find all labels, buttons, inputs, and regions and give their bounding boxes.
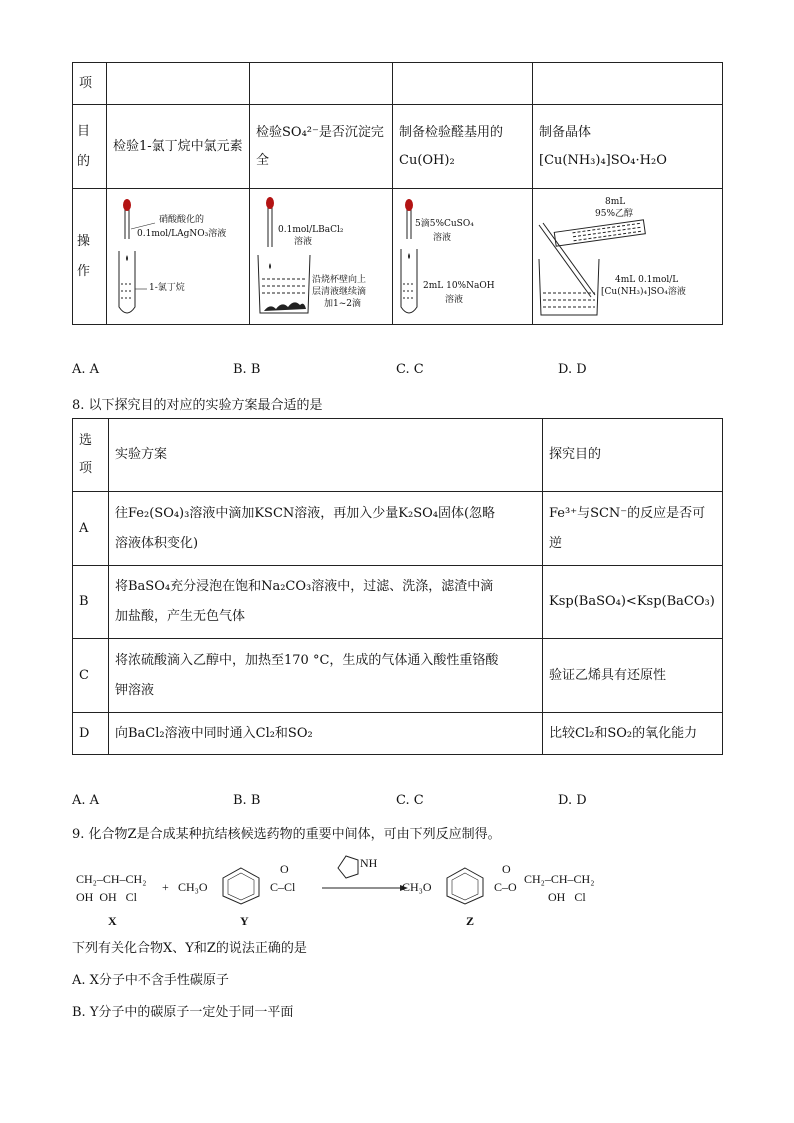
- q8-header-aim: 探究目的: [543, 419, 723, 492]
- q8-row-d: D 向BaCl₂溶液中同时通入Cl₂和SO₂ 比较Cl₂和SO₂的氧化能力: [73, 713, 723, 755]
- compound-z-ester: C–O: [494, 880, 517, 894]
- q8-row-a: A 往Fe₂(SO₄)₃溶液中滴加KSCN溶液，再加入少量K₂SO₄固体(忽略 溶液体积变化) Fe³⁺与SCN⁻的反应是否可 逆: [73, 492, 723, 566]
- op4-bottom-label-1: 4mL 0.1mol/L: [615, 275, 679, 285]
- op3-sample-label-2: 溶液: [445, 295, 464, 305]
- op2-note-2: 层清液继续滴: [312, 287, 367, 297]
- q8-answer-c[interactable]: C. C: [396, 793, 424, 808]
- benzene-ring-z: [444, 866, 486, 906]
- q7-answer-d[interactable]: D. D: [558, 362, 587, 377]
- q7-answer-a[interactable]: A. A: [72, 362, 100, 377]
- compound-y-left: CH₃O: [178, 880, 208, 894]
- q9-prompt: 下列有关化合物X、Y和Z的说法正确的是: [72, 941, 307, 956]
- op3-reagent-label-2: 溶液: [433, 233, 452, 243]
- compound-z-chain: CH₂–CH–CH₂: [524, 872, 595, 886]
- q7-answer-b[interactable]: B. B: [233, 362, 261, 377]
- beaker-dropper-diagram: [250, 189, 393, 323]
- q7-answer-c[interactable]: C. C: [396, 362, 424, 377]
- compound-z-carbonyl-o: O: [502, 862, 511, 876]
- compound-z-substituents: OH Cl: [548, 890, 586, 904]
- q8-answer-b[interactable]: B. B: [233, 793, 261, 808]
- compound-x-substituents: OH OH Cl: [76, 890, 138, 904]
- catalyst-imidazole-nh: NH: [360, 856, 378, 870]
- q7-purpose-3: 制备检验醛基用的Cu(OH)₂: [393, 105, 533, 189]
- q7-row-head-operation: 操作: [73, 189, 107, 325]
- compound-z-left: CH₃O: [402, 880, 432, 894]
- op2-reagent-label-1: 0.1mol/LBaCl₂: [278, 225, 344, 235]
- q7-purpose-2: 检验SO₄²⁻是否沉淀完全: [250, 105, 393, 189]
- op3-sample-label-1: 2mL 10%NaOH: [423, 281, 495, 291]
- op4-bottom-label-2: [Cu(NH₃)₄]SO₄溶液: [601, 287, 686, 297]
- q8-stem: 8. 以下探究目的对应的实验方案最合适的是: [72, 398, 323, 413]
- test-tube-dropper-diagram: [107, 189, 250, 323]
- q8-header-plan: 实验方案: [109, 419, 543, 492]
- q8-row-c: C 将浓硫酸滴入乙醇中，加热至170 °C，生成的气体通入酸性重铬酸 钾溶液 验证乙烯具有还原性: [73, 639, 723, 713]
- compound-x-chain: CH₂–CH–CH₂: [76, 872, 147, 886]
- q8-table: [72, 418, 723, 755]
- q9-stem: 9. 化合物Z是合成某种抗结核候选药物的重要中间体，可由下列反应制得。: [72, 827, 501, 842]
- q9-option-a[interactable]: A. X分子中不含手性碳原子: [72, 973, 229, 988]
- op4-top-label-1: 8mL: [605, 197, 626, 207]
- op2-reagent-label-2: 溶液: [294, 237, 313, 247]
- op1-sample-label: 1-氯丁烷: [149, 283, 185, 293]
- compound-y-right: C–Cl: [270, 880, 296, 894]
- op4-top-label-2: 95%乙醇: [595, 209, 634, 219]
- label-y: Y: [240, 914, 249, 928]
- op1-reagent-label-2: 0.1mol/LAgNO₃溶液: [137, 229, 227, 239]
- q9-option-b[interactable]: B. Y分子中的碳原子一定处于同一平面: [72, 1005, 294, 1020]
- q7-row-head-purpose: 目的: [73, 105, 107, 189]
- op1-reagent-label-1: 硝酸酸化的: [159, 215, 205, 225]
- q7-purpose-4: 制备晶体[Cu(NH₃)₄]SO₄·H₂O: [533, 105, 723, 189]
- benzene-ring-y: [220, 866, 262, 906]
- q7-table: [72, 62, 723, 325]
- q8-header-option: 选 项: [73, 419, 109, 492]
- q8-answer-d[interactable]: D. D: [558, 793, 587, 808]
- q8-answer-a[interactable]: A. A: [72, 793, 100, 808]
- op2-note-1: 沿烧杯壁向上: [312, 275, 367, 285]
- q7-row-head-item: 项: [73, 63, 107, 105]
- label-x: X: [108, 914, 117, 928]
- plus-sign: +: [162, 880, 169, 894]
- q7-purpose-1: 检验1-氯丁烷中氯元素: [107, 105, 250, 189]
- compound-y-carbonyl-o: O: [280, 862, 289, 876]
- op2-note-3: 加1~2滴: [324, 299, 361, 309]
- label-z: Z: [466, 914, 475, 928]
- q8-row-b: B 将BaSO₄充分浸泡在饱和Na₂CO₃溶液中，过滤、洗涤，滤渣中滴 加盐酸，产生无色气体 Ksp(BaSO₄)<Ksp(BaCO₃): [73, 566, 723, 639]
- op3-reagent-label-1: 5滴5%CuSO₄: [415, 219, 474, 229]
